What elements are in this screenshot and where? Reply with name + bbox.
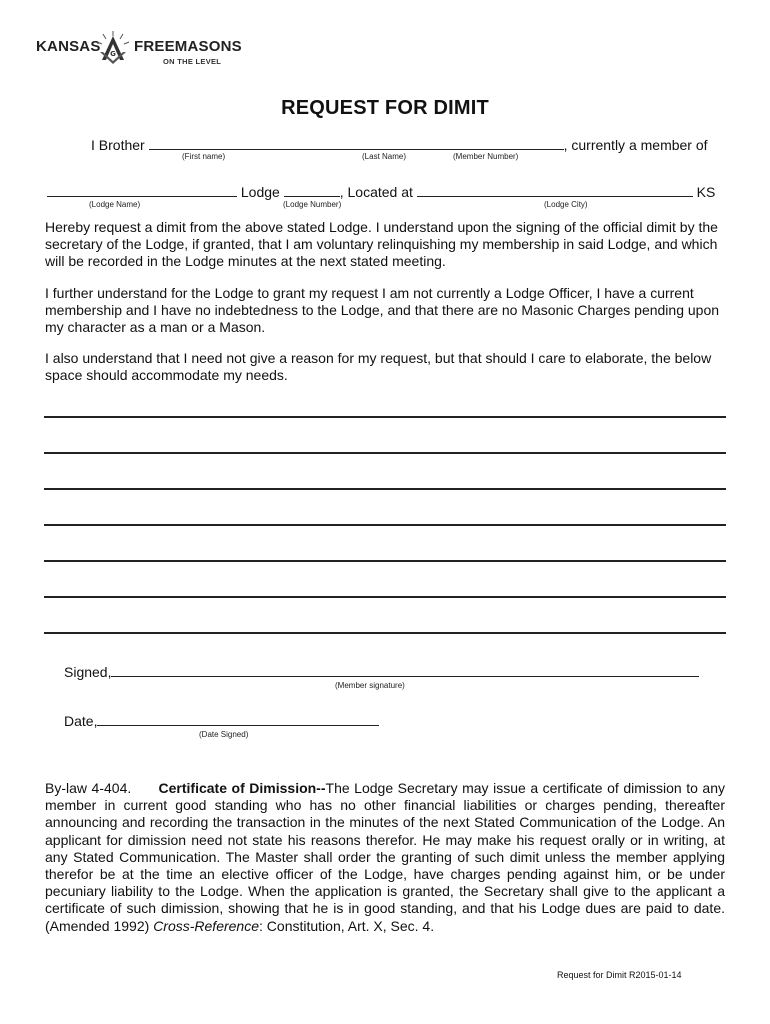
member-number-hint: (Member Number) — [453, 152, 519, 161]
last-name-hint: (Last Name) — [362, 152, 407, 161]
date-label: Date, — [64, 713, 98, 729]
signed-label: Signed, — [64, 664, 112, 680]
first-name-hint: (First name) — [182, 152, 226, 161]
date-signed-hint: (Date Signed) — [199, 730, 249, 739]
lodge-label: Lodge — [240, 184, 280, 200]
paragraph-reason: I also understand that I need not give a reason for my request, but that should I care to elaborate, the below space should accommodate my needs. — [45, 350, 712, 383]
bylaw-section — [45, 780, 725, 935]
lodge-number-field[interactable] — [284, 183, 340, 197]
lodge-number-hint: (Lodge Number) — [283, 200, 342, 209]
reason-line[interactable] — [44, 452, 726, 454]
signature-line — [64, 663, 699, 680]
lodge-city-field[interactable] — [417, 183, 693, 197]
logo-tagline: ON THE LEVEL — [163, 57, 222, 66]
date-signed-field[interactable] — [97, 712, 379, 726]
member-signature-hint: (Member signature) — [335, 681, 405, 690]
brother-name-field[interactable] — [149, 136, 564, 150]
reason-line[interactable] — [44, 416, 726, 418]
member-of-label: , currently a member of — [563, 137, 708, 153]
located-at-label: , Located at — [339, 184, 413, 200]
reason-line[interactable] — [44, 524, 726, 526]
kansas-freemasons-logo — [36, 30, 242, 70]
reason-line[interactable] — [44, 488, 726, 490]
paragraph-understanding: I further understand for the Lodge to grant my request I am not currently a Lodge Officer, I have a current membership and I have no indebtedness to the Lodge, and that there are no Masonic Charges pending upon my character as a man or a Mason. — [45, 285, 720, 335]
lodge-name-field[interactable] — [47, 183, 237, 197]
reason-line[interactable] — [44, 560, 726, 562]
logo-left-word: KANSAS — [36, 38, 101, 55]
page-title: REQUEST FOR DIMIT — [281, 97, 489, 119]
lodge-line — [47, 183, 715, 200]
reason-line[interactable] — [44, 596, 726, 598]
date-line — [64, 712, 379, 729]
state-label: KS — [696, 184, 716, 200]
lodge-name-hint: (Lodge Name) — [89, 200, 141, 209]
paragraph-request: Hereby request a dimit from the above stated Lodge. I understand upon the signing of the official dimit by the secretary of the Lodge, if granted, that I am voluntary relinquishing my membership in said Lodge, and which will be recorded in the Lodge minutes at the next stated meeting. — [45, 219, 718, 269]
cross-reference-text: : Constitution, Art. X, Sec. 4. — [259, 917, 435, 934]
reason-line[interactable] — [44, 632, 726, 634]
bylaw-heading: Certificate of Dimission-- — [158, 780, 326, 796]
member-signature-field[interactable] — [111, 663, 699, 677]
bylaw-body: The Lodge Secretary may issue a certificate of dimission to any member in current good standing who has no other financial liabilities or charges pending, thereafter announcing and recording the transaction in the minutes of the next Stated Communication of the Lodge. An applicant for dimission need not state his reasons therefor. He may make his request orally or in writing, at any Stated Communication. The Master shall order the granting of such dimit unless the member applying therefor be at the time an elective officer of the Lodge, have charges pending against him, or be under pecuniary liability to the Lodge. When the application is granted, the Secretary shall give to the applicant a certificate of such dimission, showing that he is in good standing, and that his Lodge dues are paid to date. (Amended 1992) — [45, 780, 726, 934]
cross-reference-label: Cross-Reference — [153, 917, 260, 934]
brother-label: I Brother — [91, 137, 145, 153]
form-revision: Request for Dimit R2015-01-14 — [557, 970, 682, 980]
brother-line — [91, 136, 708, 153]
logo-right-word: FREEMASONS — [134, 38, 242, 55]
lodge-city-hint: (Lodge City) — [544, 200, 588, 209]
square-and-compass-icon — [94, 30, 132, 66]
svg-text:G: G — [110, 50, 116, 58]
bylaw-ref: By-law 4-404. — [45, 780, 132, 796]
